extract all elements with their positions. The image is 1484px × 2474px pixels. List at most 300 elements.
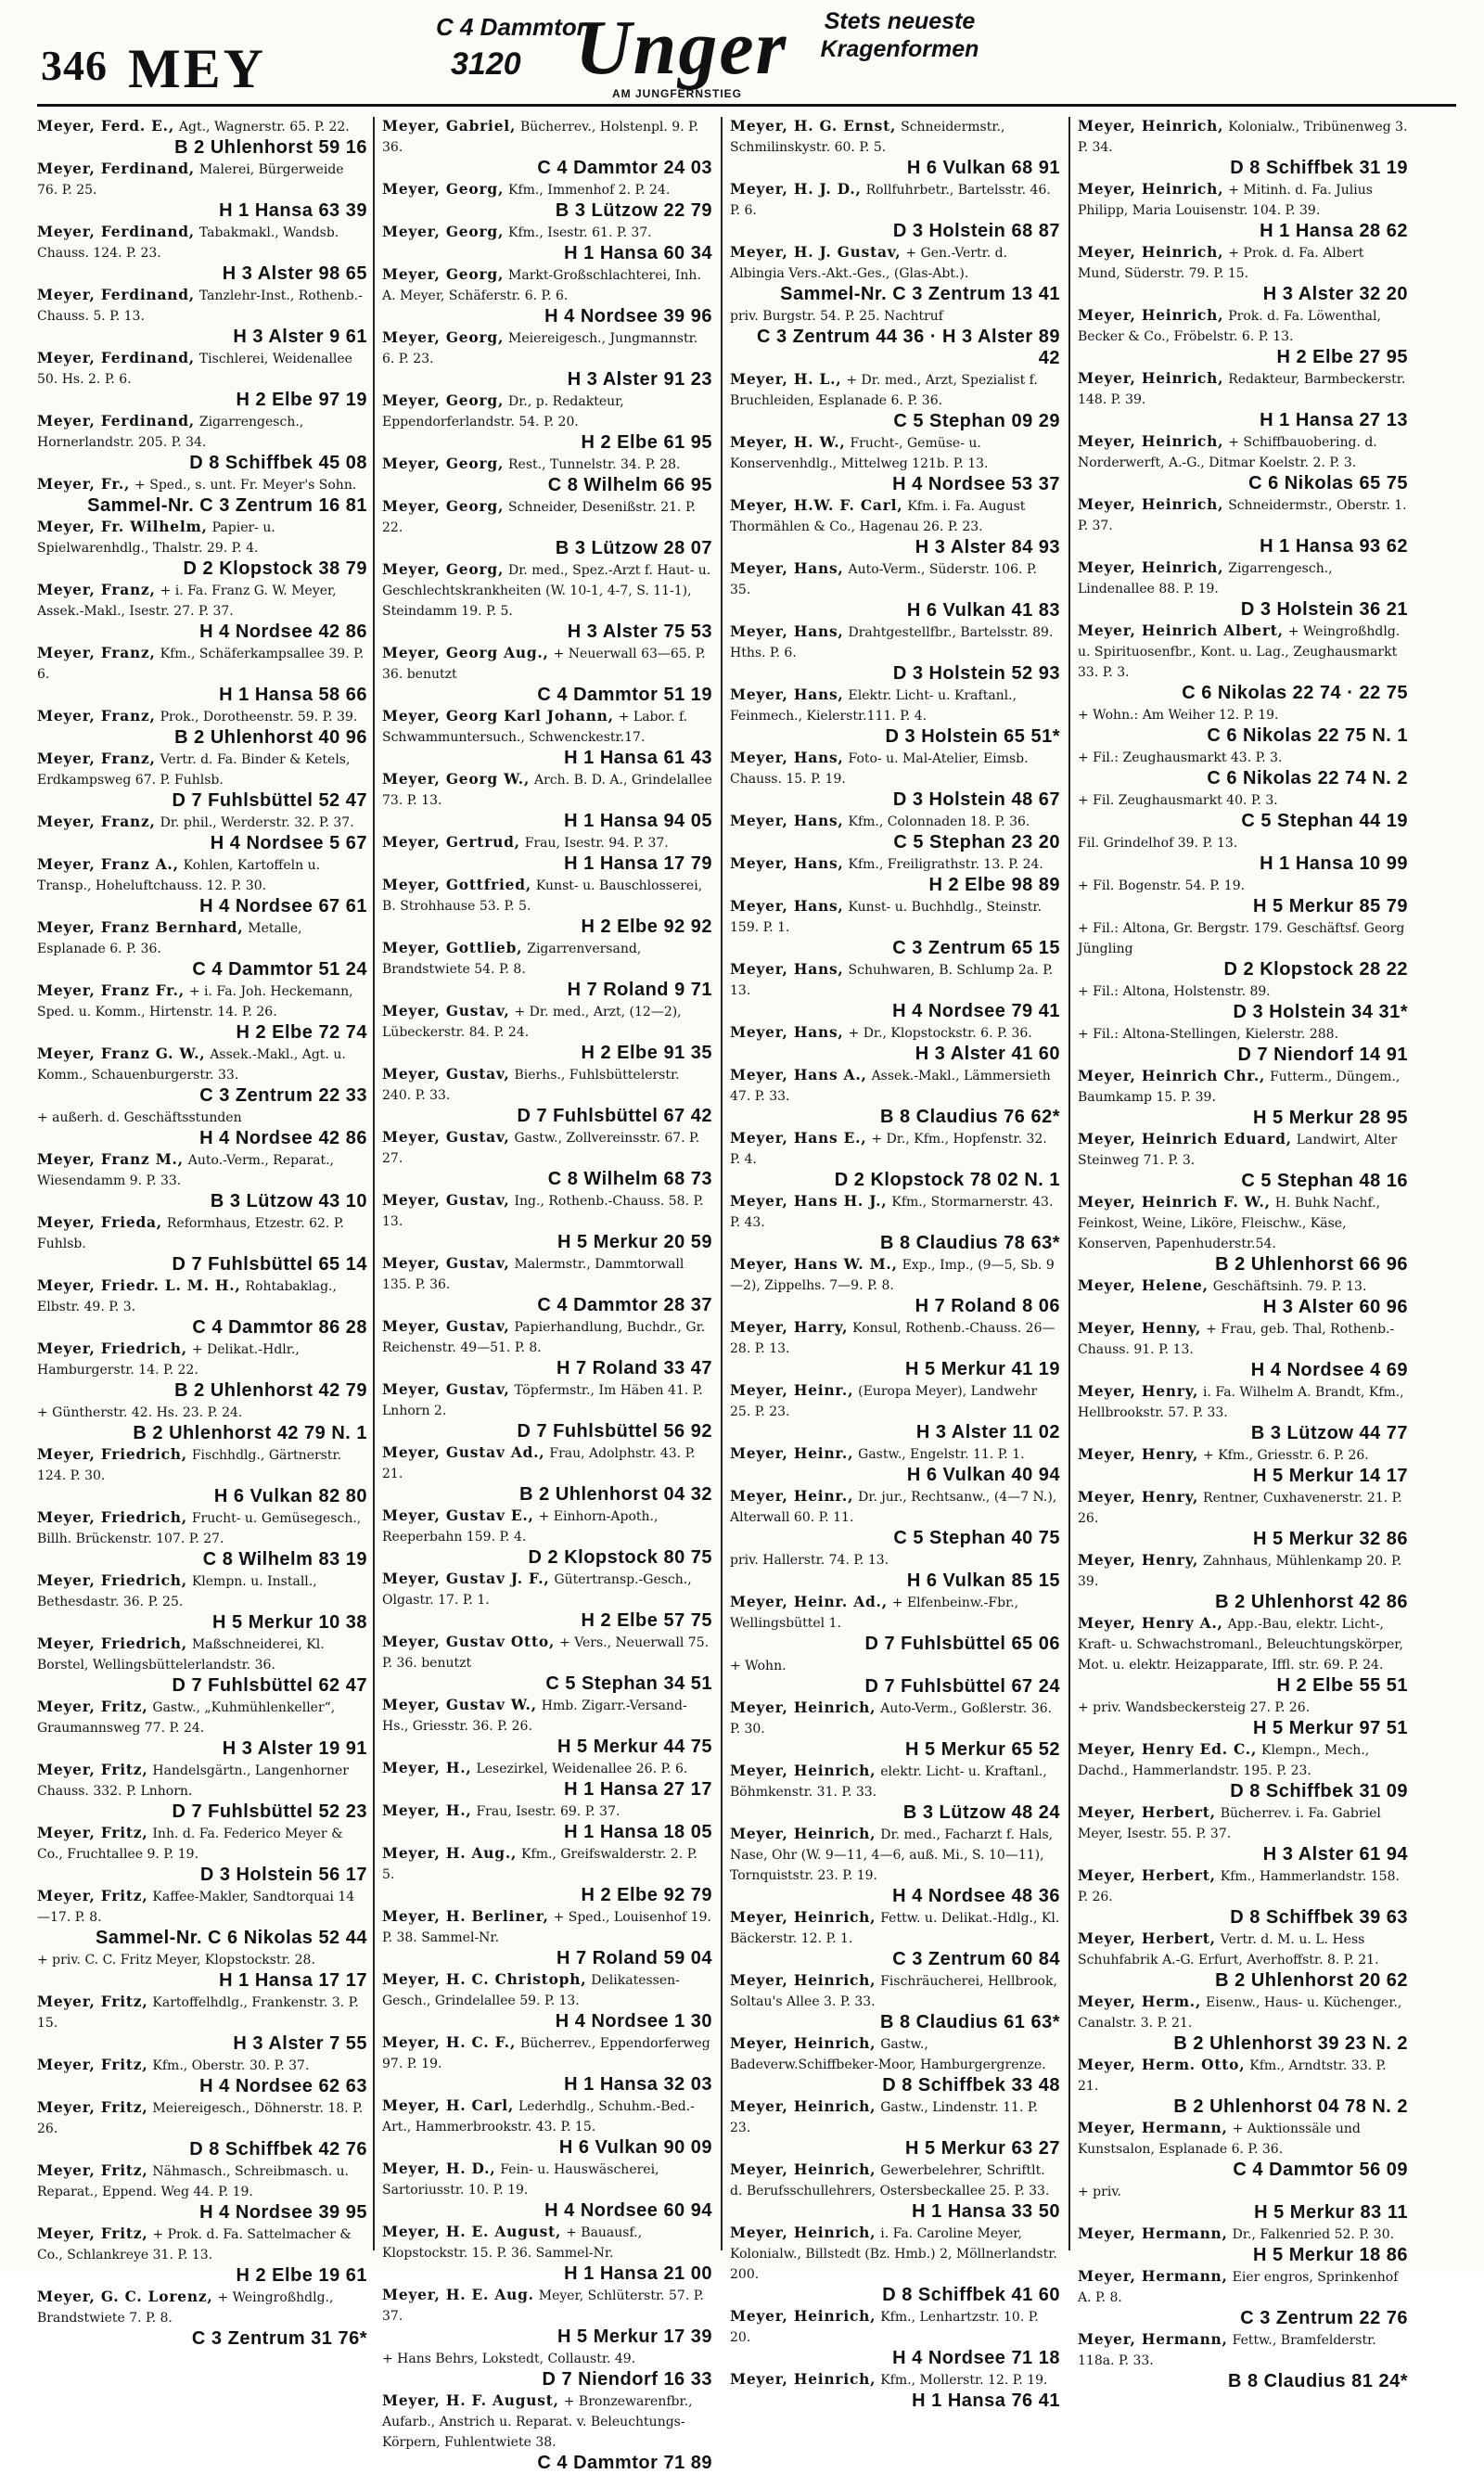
directory-entry [730,686,1060,748]
entry-phone-number: H 1 Hansa 58 66 [219,685,367,705]
entry-name: Meyer, Hans, [730,623,844,640]
entry-phone-number: H 2 Elbe 98 89 [928,875,1060,895]
entry-name: Meyer, Franz Fr., [37,982,185,999]
entry-phone-number: B 8 Claudius 81 24* [1227,2371,1408,2391]
entry-detail: Gewerbelehrer, Schriftlt. d. Berufsschullehrers, Ostersbeckallee 25. P. 33. [730,2163,1050,2198]
entry-phone-number: H 3 Alster 32 20 [1262,284,1408,304]
entry-phone-number: B 2 Uhlenhorst 20 62 [1215,1970,1408,1991]
entry-detail: Gastw., Badeverw.Schiffbeker-Moor, Hamburgergrenze. [730,2037,1046,2072]
ad-location: C 4 Dammtor [436,13,586,41]
entry-name: Meyer, Friedrich, [37,1635,187,1652]
entry-phone-number: B 2 Uhlenhorst 42 86 [1215,1592,1408,1612]
directory-entry [730,622,1060,685]
entry-phone-number: C 4 Dammtor 56 09 [1233,2160,1408,2180]
entry-detail: + Güntherstr. 42. Hs. 23. P. 24. [37,1405,243,1420]
directory-entry [730,1192,1060,1254]
directory-entry [1078,1614,1408,1697]
entry-phone-number: C 4 Dammtor 51 19 [537,685,712,705]
entry-name: Meyer, Georg, [382,561,505,578]
directory-entry [382,455,712,496]
directory-entry [1078,1382,1408,1444]
directory-entry [1078,876,1408,917]
entry-name: Meyer, Gustav E., [382,1507,534,1524]
directory-entry [1078,705,1408,747]
entry-detail: Kohlen, Kartoffeln u. Transp., Hoheluftchauss. 12. P. 30. [37,858,321,893]
directory-entry [382,2033,712,2096]
directory-entry [730,897,1060,959]
entry-detail: Lesezirkel, Weidenallee 26. P. 6. [476,1762,688,1776]
entry-detail: Tabakmakl., Wandsb. Chauss. 124. P. 23. [37,225,339,261]
entry-phone-number: H 1 Hansa 18 05 [564,1822,712,1842]
entry-detail: Gastw., „Kuhmühlenkeller“, Graumannsweg 77. P. 24. [37,1700,336,1736]
entry-detail: + priv. Wandsbeckersteig 27. P. 26. [1078,1700,1311,1715]
entry-name: Meyer, Georg, [382,181,505,198]
entry-name: Meyer, H., [382,1760,472,1776]
entry-detail: + Elfenbeinw.-Fbr., Wellingsbüttel 1. [730,1596,1019,1631]
entry-name: Meyer, Heinrich Eduard, [1078,1131,1292,1147]
entry-detail: Bücherrev., Eppendorferweg 97. P. 19. [382,2036,710,2071]
entry-detail: Futterm., Düngem., Baumkamp 15. P. 39. [1078,1070,1401,1105]
entry-detail: Fein- u. Hauswäscherei, Sartoriusstr. 10. P. 19. [382,2162,659,2198]
directory-entry [382,2096,712,2159]
entry-phone-number: B 2 Uhlenhorst 42 79 N. 1 [133,1423,367,1443]
entry-name: Meyer, Heinrich Albert, [1078,622,1284,639]
entry-detail: Malermstr., Dammtorwall 135. P. 36. [382,1257,684,1292]
directory-entry [382,560,712,643]
directory-entry [1078,558,1408,621]
entry-detail: Ing., Rothenb.-Chauss. 58. P. 13. [382,1194,704,1229]
entry-detail: Elektr. Licht- u. Kraftanl., Feinmech., Kielerstr.111. P. 4. [730,688,1017,724]
entry-name: Meyer, Hans, [730,686,844,703]
entry-name: Meyer, Friedr. L. M. H., [37,1277,241,1294]
directory-entry [382,1128,712,1190]
entry-detail: Redakteur, Barmbeckerstr. 148. P. 39. [1078,372,1406,407]
entry-phone-number: D 7 Fuhlsbüttel 65 14 [172,1254,367,1275]
entry-name: Meyer, Henry Ed. C., [1078,1741,1258,1758]
entry-detail: elektr. Licht- u. Kraftanl., Böhmkenstr. 31. P. 33. [730,1764,1047,1800]
entry-phone-number: B 2 Uhlenhorst 39 23 N. 2 [1173,2033,1408,2054]
entry-name: Meyer, Gustav, [382,1066,510,1083]
entry-phone-number: H 2 Elbe 27 95 [1276,347,1408,367]
directory-entry [37,2098,367,2160]
directory-entry [382,876,712,938]
entry-phone-number: B 2 Uhlenhorst 04 32 [519,1484,712,1505]
entry-phone-number: D 7 Fuhlsbüttel 67 24 [864,1676,1060,1697]
entry-phone-number: H 3 Alster 84 93 [915,537,1060,558]
directory-entry [37,1340,367,1402]
entry-phone-number: D 3 Holstein 56 17 [199,1865,367,1885]
directory-entry [382,1696,712,1758]
entry-detail: Markt-Großschlachterei, Inh. A. Meyer, Schäferstr. 6. P. 6. [382,268,701,303]
entry-name: Meyer, Hans, [730,560,844,577]
entry-detail: Kfm. i. Fa. August Thormählen & Co., Hagenau 26. P. 23. [730,499,1026,534]
entry-name: Meyer, Heinrich, [730,2098,876,2115]
entry-name: Meyer, Heinrich Chr., [1078,1068,1266,1084]
entry-name: Meyer, Ferd. E., [37,118,174,135]
entry-detail: Assek.-Makl., Lämmersieth 47. P. 33. [730,1069,1051,1104]
entry-phone-number: H 3 Alster 41 60 [915,1044,1060,1064]
entry-name: Meyer, Herm. Otto, [1078,2057,1246,2073]
entry-phone-number: H 6 Vulkan 41 83 [906,600,1060,621]
entry-name: Meyer, Heinrich, [1078,307,1224,324]
entry-detail: Gastw., Lindenstr. 11. P. 23. [730,2100,1038,2135]
directory-entry [1078,495,1408,558]
entry-detail: Kaffee-Makler, Sandtorquai 14—17. P. 8. [37,1890,355,1925]
entry-detail: Rollfuhrbetr., Bartelsstr. 46. P. 6. [730,183,1051,218]
entry-detail: + Vers., Neuerwall 75. P. 36. benutzt [382,1635,710,1671]
entry-name: Meyer, Fritz, [37,1825,148,1841]
entry-name: Meyer, Gertrud, [382,834,520,851]
entry-phone-number: C 4 Dammtor 28 37 [537,1295,712,1315]
entry-phone-number: C 3 Zentrum 22 76 [1240,2308,1408,2328]
entry-phone-number: D 2 Klopstock 28 22 [1223,959,1408,980]
entry-name: Meyer, Henny, [1078,1320,1202,1337]
entry-detail: Kfm., Schäferkampsallee 39. P. 6. [37,647,365,682]
entry-name: Meyer, Heinr. Ad., [730,1594,888,1610]
entry-detail: Vertr. d. Fa. Binder & Ketels, Erdkampsweg 67. P. Fuhlsb. [37,752,351,788]
entry-name: Meyer, Gustav, [382,1318,510,1335]
entry-name: Meyer, Henry, [1078,1552,1199,1569]
entry-detail: priv. Burgstr. 54. P. 25. Nachtruf [730,309,943,324]
entry-detail: + priv. [1078,2185,1122,2199]
entry-phone-number: D 7 Fuhlsbüttel 62 47 [172,1675,367,1696]
entry-name: Meyer, Heinrich, [1078,496,1224,513]
entry-phone-number: D 8 Schiffbek 41 60 [882,2285,1060,2305]
entry-phone-number: C 5 Stephan 09 29 [893,411,1060,431]
entry-detail: Kfm., Colonnaden 18. P. 36. [848,814,1030,829]
directory-entry [1078,1803,1408,1865]
directory-entry [730,1444,1060,1486]
entry-phone-number: H 5 Merkur 63 27 [905,2138,1060,2159]
entry-phone-number: C 4 Dammtor 71 89 [537,2453,712,2473]
entry-phone-number: H 1 Hansa 93 62 [1260,536,1408,557]
entry-phone-number: B 2 Uhlenhorst 40 96 [174,727,367,748]
entry-name: Meyer, Georg, [382,266,505,283]
directory-entry [1078,748,1408,789]
directory-entry [37,518,367,580]
entry-phone-number: H 5 Merkur 10 38 [212,1612,367,1633]
entry-detail: + i. Fa. Franz G. W. Meyer, Assek.-Makl., Isestr. 27. P. 37. [37,583,337,619]
directory-entry [730,2097,1060,2160]
entry-phone-number: D 7 Fuhlsbüttel 67 42 [517,1106,712,1126]
entry-phone-number: H 5 Merkur 20 59 [557,1232,712,1252]
entry-phone-number: H 2 Elbe 72 74 [236,1022,367,1043]
entry-detail: Tanzlehr-Inst., Rothenb.-Chauss. 5. P. 13. [37,288,363,324]
entry-detail: + Schiffbauobering. d. Norderwerft, A.-G., Ditmar Koelstr. 2. P. 3. [1078,435,1377,470]
entry-name: Meyer, Heinrich, [730,1699,876,1716]
entry-detail: Schneidermstr., Oberstr. 1. P. 37. [1078,498,1407,533]
entry-name: Meyer, Ferdinand, [37,160,195,177]
entry-name: Meyer, Franz A., [37,856,179,873]
entry-phone-number: D 8 Schiffbek 45 08 [189,453,367,473]
entry-phone-number: B 2 Uhlenhorst 42 79 [174,1380,367,1401]
entry-detail: (Europa Meyer), Landwehr 25. P. 23. [730,1384,1038,1419]
entry-name: Meyer, Ferdinand, [37,350,195,366]
entry-phone-number: H 7 Roland 33 47 [556,1358,712,1378]
entry-name: Meyer, Heinrich, [730,1909,876,1926]
entry-detail: Drahtgestellfbr., Bartelsstr. 89. Hths. P. 6. [730,625,1054,660]
directory-entry [730,496,1060,558]
entry-phone-number: C 6 Nikolas 22 74 · 22 75 [1182,683,1408,703]
entry-phone-number: D 3 Holstein 48 67 [892,789,1060,810]
directory-entry [37,813,367,854]
surname-heading: MEY [128,38,266,99]
entry-name: Meyer, H. L., [730,371,842,388]
entry-detail: + Prok. d. Fa. Albert Mund, Süderstr. 79. P. 15. [1078,246,1364,281]
directory-entry [37,1445,367,1507]
entry-phone-number: H 2 Elbe 55 51 [1276,1675,1408,1696]
entry-name: Meyer, Fr., [37,476,131,493]
directory-entry [1078,243,1408,305]
entry-phone-number: C 5 Stephan 44 19 [1241,811,1408,831]
entry-name: Meyer, Hans, [730,961,844,978]
directory-entry [37,2161,367,2224]
entry-name: Meyer, Franz, [37,645,156,661]
entry-detail: Kfm., Immenhof 2. P. 24. [508,183,671,198]
entry-name: Meyer, Gottlieb, [382,940,523,956]
directory-entry [1078,2224,1408,2266]
entry-name: Meyer, Heinr., [730,1488,854,1505]
entry-phone-number: B 3 Lützow 44 77 [1250,1423,1408,1443]
entry-detail: Delikatessen-Gesch., Grindelallee 59. P. 13. [382,1973,680,2008]
listing-column-3 [730,117,1060,2411]
entry-name: Meyer, Ferdinand, [37,413,195,429]
entry-name: Meyer, Hans H. J., [730,1193,888,1210]
entry-detail: Meyer, Schlüterstr. 57. P. 37. [382,2288,704,2324]
entry-name: Meyer, Fritz, [37,2162,148,2179]
entry-name: Meyer, Heinr., [730,1445,854,1462]
entry-phone-number: H 3 Alster 9 61 [233,327,367,347]
directory-entry [382,1844,712,1906]
entry-detail: Tischlerei, Weidenallee 50. Hs. 2. P. 6. [37,352,352,387]
entry-phone-number: D 2 Klopstock 80 75 [528,1547,712,1568]
directory-entry [37,1150,367,1212]
directory-entry [37,1887,367,1949]
directory-entry [1078,117,1408,179]
directory-entry [730,1023,1060,1065]
entry-detail: + Weingroßhdlg. u. Spirituosenfbr., Kont. u. Lag., Zeughausmarkt 33. P. 3. [1078,624,1401,680]
entry-phone-number: H 5 Merkur 41 19 [905,1359,1060,1379]
entry-name: Meyer, Fritz, [37,2225,148,2242]
entry-phone-number: H 3 Alster 11 02 [915,1422,1060,1442]
directory-entry [382,2286,712,2348]
entry-phone-number: C 6 Nikolas 65 75 [1248,473,1408,494]
entry-detail: Dr. phil., Werderstr. 32. P. 37. [160,815,354,830]
entry-phone-number: H 4 Nordsee 60 94 [544,2200,712,2221]
entry-name: Meyer, Friedrich, [37,1572,187,1589]
entry-phone-number: H 1 Hansa 33 50 [912,2201,1060,2222]
directory-entry [37,855,367,917]
entry-name: Meyer, Heinrich, [730,2308,876,2325]
entry-phone-number: C 5 Stephan 48 16 [1241,1171,1408,1191]
entry-detail: + Fil.: Altona, Holstenstr. 89. [1078,984,1271,999]
directory-entry [730,1129,1060,1191]
entry-name: Meyer, H. F. August, [382,2392,559,2409]
directory-entry [730,2034,1060,2096]
entry-detail: Klempn. u. Install., Bethesdastr. 36. P. 25. [37,1574,317,1609]
entry-name: Meyer, Heinrich, [1078,370,1224,387]
directory-entry [382,1759,712,1801]
directory-entry [37,581,367,643]
directory-entry [382,2223,712,2285]
entry-phone-number: H 6 Vulkan 68 91 [906,158,1060,178]
entry-detail: Gastw., Zollvereinsstr. 67. P. 27. [382,1131,700,1166]
entry-name: Meyer, Friedrich, [37,1340,187,1357]
directory-entry [37,349,367,411]
column-divider [721,117,723,2250]
directory-entry [37,223,367,285]
entry-detail: Kfm., Oberstr. 30. P. 37. [152,2058,310,2073]
directory-entry [1078,306,1408,368]
entry-phone-number: D 8 Schiffbek 33 48 [882,2075,1060,2096]
entry-name: Meyer, Fritz, [37,1993,148,2010]
entry-detail: Hmb. Zigarr.-Versand-Hs., Griesstr. 36. P. 26. [382,1698,687,1734]
column-divider [373,117,375,2250]
entry-name: Meyer, Fritz, [37,2057,148,2073]
directory-entry [37,1213,367,1275]
directory-entry [730,1381,1060,1443]
entry-name: Meyer, H. J. D., [730,181,862,198]
entry-detail: i. Fa. Caroline Meyer, Kolonialw., Billstedt (Bz. Hmb.) 2, Möllnerlandstr. 200. [730,2226,1057,2282]
entry-detail: Schneider, Desenißstr. 21. P. 22. [382,500,696,535]
header-advertisement [436,5,979,100]
entry-phone-number: H 2 Elbe 61 95 [581,432,712,453]
entry-phone-number: D 8 Schiffbek 39 63 [1230,1907,1408,1928]
directory-entry [730,854,1060,896]
entry-detail: Exp., Imp., (9—5, Sb. 9—2), Zippelhs. 7—9. P. 8. [730,1258,1055,1293]
entry-name: Meyer, Herbert, [1078,1930,1216,1947]
directory-entry [382,180,712,222]
entry-phone-number: C 4 Dammtor 24 03 [537,158,712,178]
entry-phone-number: B 2 Uhlenhorst 59 16 [174,137,367,158]
entry-detail: Dr. med., Spez.-Arzt f. Haut- u. Geschlechtskrankheiten (W. 10-1, 4-7, S. 11-1), Steindamm 19. P. 5. [382,563,711,619]
entry-name: Meyer, Heinrich, [730,1763,876,1779]
listing-column-1 [37,117,367,2349]
entry-name: Meyer, Heinrich, [1078,433,1224,450]
entry-name: Meyer, Franz G. W., [37,1045,206,1062]
entry-name: Meyer, Franz Bernhard, [37,919,244,936]
entry-detail: Kfm., Freiligrathstr. 13. P. 24. [848,857,1043,872]
directory-entry [1078,2330,1408,2392]
entry-detail: Arch. B. D. A., Grindelallee 73. P. 13. [382,773,712,808]
entry-phone-number: H 4 Nordsee 79 41 [892,1001,1060,1021]
entry-name: Meyer, Fritz, [37,1888,148,1904]
entry-phone-number: H 6 Vulkan 85 15 [906,1570,1060,1591]
entry-name: Meyer, Herm., [1078,1993,1202,2010]
entry-name: Meyer, Gustav, [382,1255,510,1272]
directory-entry [382,1254,712,1316]
entry-phone-number: H 7 Roland 8 06 [915,1296,1060,1316]
ad-brand-logo: Unger [575,5,788,91]
directory-entry [1078,622,1408,704]
entry-detail: Töpfermstr., Im Häben 41. P. Lnhorn 2. [382,1383,703,1418]
entry-name: Meyer, Heinrich, [1078,118,1224,135]
entry-phone-number: H 6 Vulkan 40 94 [906,1465,1060,1485]
directory-entry [1078,918,1408,981]
entry-name: Meyer, Hans W. M., [730,1256,898,1273]
directory-entry [382,1191,712,1253]
directory-entry [37,1824,367,1886]
entry-name: Meyer, Gottfried, [382,877,531,893]
directory-entry [1078,1024,1408,1066]
entry-detail: Frau, Adolphstr. 43. P. 21. [382,1446,696,1481]
directory-entry [1078,180,1408,242]
entry-phone-number: H 4 Nordsee 48 36 [892,1886,1060,1906]
entry-phone-number: H 4 Nordsee 5 67 [210,833,367,853]
entry-name: Meyer, Gustav Ad., [382,1444,545,1461]
directory-entry [1078,369,1408,431]
directory-entry [730,306,1060,369]
entry-detail: Maßschneiderei, Kl. Borstel, Wellingsbüttelerlandstr. 36. [37,1637,325,1673]
entry-phone-number: D 2 Klopstock 78 02 N. 1 [834,1170,1060,1190]
entry-detail: priv. Hallerstr. 74. P. 13. [730,1553,889,1568]
entry-name: Meyer, Heinrich, [1078,244,1224,261]
entry-name: Meyer, Georg, [382,455,505,472]
entry-detail: Kfm., Greifswalderstr. 2. P. 5. [382,1847,697,1882]
entry-detail: Auto-Verm., Goßlerstr. 36. P. 30. [730,1701,1053,1737]
entry-detail: Frau, Isestr. 94. P. 37. [524,836,669,851]
entry-phone-number: H 6 Vulkan 82 80 [213,1486,367,1506]
entry-detail: Kfm., Mollerstr. 12. P. 19. [880,2373,1048,2388]
entry-name: Meyer, H. J. Gustav, [730,244,902,261]
entry-name: Meyer, Hans, [730,1024,844,1041]
entry-detail: + Fil.: Zeughausmarkt 43. P. 3. [1078,750,1283,765]
entry-name: Meyer, Heinrich F. W., [1078,1194,1271,1211]
entry-phone-number: B 8 Claudius 61 63* [879,2012,1060,2032]
entry-detail: + priv. C. C. Fritz Meyer, Klopstockstr. 28. [37,1953,315,1968]
entry-phone-number: H 5 Merkur 17 39 [557,2327,712,2347]
entry-phone-number: D 8 Schiffbek 31 19 [1230,158,1408,178]
entry-detail: Kfm., Stormarnerstr. 43. P. 43. [730,1195,1054,1230]
entry-phone-number: B 2 Uhlenhorst 04 78 N. 2 [1173,2096,1408,2117]
entry-detail: Kolonialw., Tribünenweg 3. P. 34. [1078,120,1408,155]
entry-name: Meyer, Gustav, [382,1003,510,1019]
directory-entry [37,644,367,706]
entry-phone-number: H 3 Alster 7 55 [233,2033,367,2054]
entry-detail: Fil. Grindelhof 39. P. 13. [1078,836,1238,851]
directory-entry [730,1825,1060,1907]
directory-entry [382,707,712,769]
entry-detail: + Dr., Klopstockstr. 6. P. 36. [848,1026,1032,1041]
entry-name: Meyer, Henry, [1078,1383,1199,1400]
entry-phone-number: D 3 Holstein 36 21 [1240,599,1408,620]
directory-entry [730,749,1060,811]
directory-entry [37,117,367,159]
entry-detail: Handelsgärtn., Langenhorner Chauss. 332. P. Lnhorn. [37,1763,349,1799]
entry-detail: Reformhaus, Etzestr. 62. P. Fuhlsb. [37,1216,344,1251]
directory-entry [730,812,1060,853]
entry-name: Meyer, Gustav, [382,1129,510,1146]
entry-phone-number: D 7 Fuhlsbüttel 52 23 [172,1801,367,1822]
entry-detail: Zahnhaus, Mühlenkamp 20. P. 39. [1078,1554,1402,1589]
directory-entry [37,1993,367,2055]
entry-phone-number: C 3 Zentrum 60 84 [892,1949,1060,1969]
directory-entry [37,1276,367,1339]
entry-name: Meyer, Friedrich, [37,1509,187,1526]
directory-entry [730,1593,1060,1655]
entry-phone-number: D 7 Fuhlsbüttel 65 06 [864,1634,1060,1654]
entry-name: Meyer, Hans, [730,813,844,829]
entry-detail: Fischräucherei, Hellbrook, Soltau's Allee 3. P. 33. [730,1974,1057,2009]
entry-phone-number: H 5 Merkur 97 51 [1253,1718,1408,1738]
directory-entry [730,960,1060,1022]
entry-detail: + Dr. med., Arzt, Spezialist f. Bruchleiden, Esplanade 6. P. 36. [730,373,1038,408]
entry-detail: Malerei, Bürgerweide 76. P. 25. [37,162,344,198]
entry-phone-number: C 4 Dammtor 51 24 [192,959,367,980]
directory-entry [382,1002,712,1064]
entry-detail: Meiereigesch., Döhnerstr. 18. P. 26. [37,2101,364,2136]
directory-entry [1078,1488,1408,1550]
